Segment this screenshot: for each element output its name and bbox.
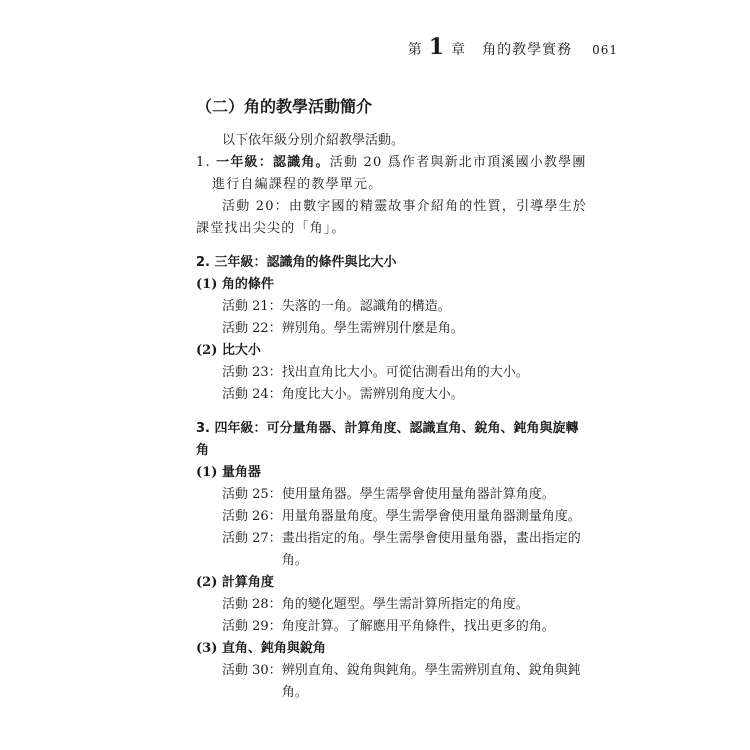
activity-text: 用量角器量角度。學生需學會使用量角器測量角度。 [281,509,581,524]
activity-item [196,362,591,384]
activity-item [196,296,591,318]
section-title: （二）角的教學活動簡介 [196,97,373,116]
activity-label: 活動 29： [222,619,282,634]
grade1-number: 1. [196,155,211,170]
activity-label: 活動 27： [222,531,282,546]
activity-text: 找出直角比大小。可從估測看出角的大小。 [281,365,529,380]
chapter-title: 角的教學實務 [482,42,573,58]
activity-label: 活動 25： [222,487,282,502]
intro-text: 以下依年級分別介紹教學活動。 [222,133,405,148]
grade4-sub-angles: (3) 直角、鈍角與銳角 [196,641,326,656]
activity-item [196,384,591,406]
chapter-suffix: 章 [451,42,467,58]
grade1-label: 一年級：認識角。 [216,155,330,170]
activity-label: 活動 26： [222,509,282,524]
activity-text: 角度比大小。需辨別角度大小。 [281,387,464,402]
grade3-sub-compare: (2) 比大小 [196,343,261,358]
activity-item [196,660,591,704]
grade1-text: 活動 20 爲作者與新北市頂溪國小教學團進行自編課程的教學單元。 [212,155,587,192]
activity-item [196,318,591,340]
activity-item [196,528,591,572]
activity-text: 失落的一角。認識角的構造。 [281,299,451,314]
grade4-sub-calc: (2) 計算角度 [196,575,274,590]
grade4-sub-protractor: (1) 量角器 [196,465,261,480]
activity-label: 活動 30： [222,663,282,678]
activity-item [196,484,591,506]
grade3-sub-condition: (1) 角的條件 [196,277,274,292]
grade3-heading: 2. 三年級：認識角的條件與比大小 [196,255,397,270]
activity-text: 角度計算。了解應用平角條件，找出更多的角。 [281,619,555,634]
activity-label: 活動 23： [222,365,282,380]
chapter-prefix: 第 [407,42,423,58]
activity-label: 活動 24： [222,387,282,402]
activity-text: 辨別直角、銳角與鈍角。學生需辨別直角、銳角與鈍角。 [281,663,581,700]
activity-text: 畫出指定的角。學生需學會使用量角器，畫出指定的角。 [281,531,581,568]
activity-label: 活動 21： [222,299,282,314]
activity20-paragraph: 活動 20：由數字國的精靈故事介紹角的性質，引導學生於課堂找出尖尖的「角」。 [196,199,588,236]
grade1-paragraph [196,152,591,196]
grade4-heading: 3. 四年級：可分量角器、計算角度、認識直角、銳角、鈍角與旋轉角 [196,421,579,458]
activity-label: 活動 22： [222,321,282,336]
page-number: 061 [592,43,618,57]
running-header [408,36,618,59]
activity-text: 使用量角器。學生需學會使用量角器計算角度。 [281,487,555,502]
page-body [196,96,591,704]
activity-text: 辨別角。學生需辨別什麼是角。 [281,321,464,336]
activity-item [196,506,591,528]
activity-label: 活動 28： [222,597,282,612]
activity-item [196,594,591,616]
activity-item [196,616,591,638]
chapter-number: 1 [428,34,446,60]
activity-text: 角的變化題型。學生需計算所指定的角度。 [281,597,529,612]
